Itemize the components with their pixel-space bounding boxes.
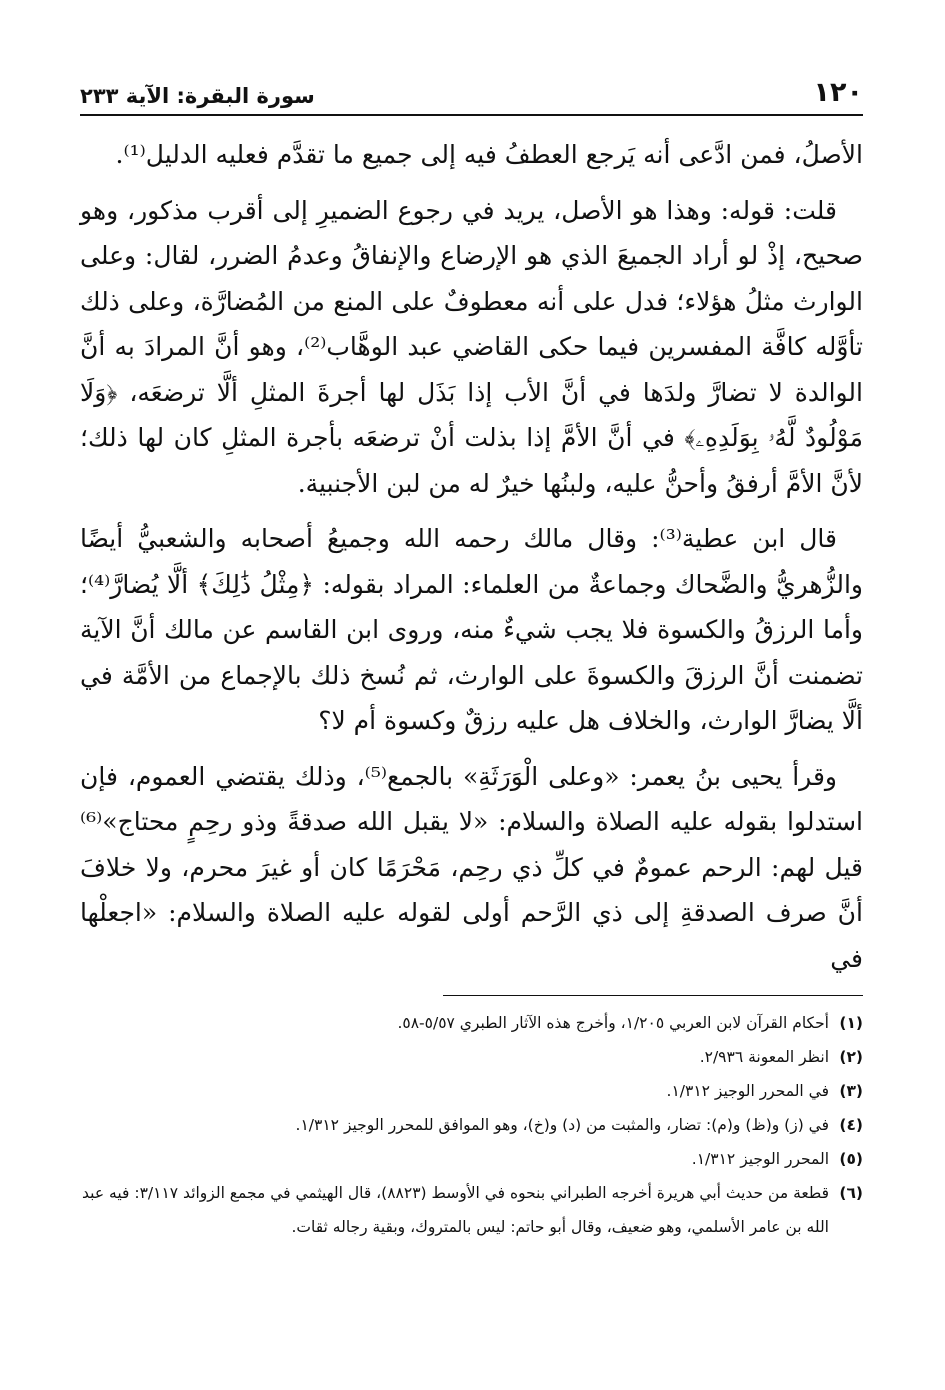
- footnote-item: [80, 1142, 863, 1176]
- footnote-item: [80, 1074, 863, 1108]
- paragraph: قلت: قوله: وهذا هو الأصل، يريد في رجوع الضميرِ إلى أقرب مذكور، وهو صحيح، إذْ لو أراد الجميعَ الذي هو الإرضاع والإنفاقُ وعدمُ الضرر، لقال: وعلى الوارث مثلُ هؤلاء؛ فدل على أنه معطوفٌ على المنع من المُضارَّة، وعلى ذلك تأوَّله كافَّة المفسرين فيما حكى القاضي عبد الوهَّاب⁽²⁾، وهو أنَّ المرادَ به أنَّ الوالدة لا تضارَّ ولدَها في أنَّ الأب إذا بَذَل لها أجرةَ المثلِ ألَّا ترضعَه، ﴿وَلَا مَوْلُودٌ لَّهُۥ بِوَلَدِهِۦ﴾ في أنَّ الأمَّ إذا بذلت أنْ ترضعَه بأجرة المثلِ كان لها ذلك؛ لأنَّ الأمَّ أرفقُ وأحنُّ عليه، ولبنُها خيرٌ له من لبن الأجنبية.: [80, 195, 863, 498]
- footnote-item: [80, 1040, 863, 1074]
- footnote-item: [80, 1006, 863, 1040]
- footnote-text: انظر المعونة ٢/٩٣٦.: [699, 1048, 829, 1066]
- footnote-text: قطعة من حديث أبي هريرة أخرجه الطبراني بنحوه في الأوسط (٨٨٢٣)، قال الهيثمي في مجمع الزوائد ٣/١١٧: فيه عبد الله بن عامر الأسلمي، وهو ضعيف، وقال أبو حاتم: ليس بالمتروك، وبقية رجاله ثقات.: [82, 1184, 829, 1236]
- footnote-text: في (ز) و(ظ) و(م): تضار، والمثبت من (د) و(خ)، وهو الموافق للمحرر الوجيز ١/٣١٢.: [295, 1116, 829, 1134]
- page-number: ١٢٠: [813, 77, 863, 108]
- footnote-number: (٥): [839, 1150, 863, 1168]
- footnote-item: [80, 1176, 863, 1244]
- footnote-number: (٦): [839, 1184, 863, 1202]
- paragraph: وقرأ يحيى بنُ يعمر: «وعلى الْوَرَثَةِ» بالجمع⁽⁵⁾، وذلك يقتضي العموم، فإن استدلوا بقوله عليه الصلاة والسلام: «لا يقبل الله صدقةً وذو رحِمٍ محتاج»⁽⁶⁾ قيل لهم: الرحم عمومٌ في كلِّ ذي رحِم، مَحْرَمًا كان أو غيرَ محرم، ولا خلافَ أنَّ صرف الصدقةِ إلى ذي الرَّحم أولى لقوله عليه الصلاة والسلام: «اجعلْها في: [80, 761, 863, 973]
- footnote-text: أحكام القرآن لابن العربي ١/٢٠٥، وأخرج هذه الآثار الطبري ٥/٥٧-٥٨.: [397, 1014, 829, 1032]
- footnote-text: المحرر الوجيز ١/٣١٢.: [691, 1150, 829, 1168]
- paragraph: الأصلُ، فمن ادَّعى أنه يَرجع العطفُ فيه إلى جميع ما تقدَّم فعليه الدليل⁽¹⁾.: [115, 140, 863, 169]
- footnote-item: [80, 1108, 863, 1142]
- footnotes: [80, 1006, 863, 1244]
- footnote-separator: [443, 995, 863, 996]
- page-header: [80, 70, 863, 108]
- footnote-number: (٢): [839, 1048, 863, 1066]
- footnote-text: في المحرر الوجيز ١/٣١٢.: [666, 1082, 829, 1100]
- footnote-number: (٣): [839, 1082, 863, 1100]
- main-text: [80, 132, 863, 981]
- footnote-number: (١): [839, 1014, 863, 1032]
- footnote-number: (٤): [839, 1116, 863, 1134]
- header-rule: [80, 114, 863, 116]
- running-title: سورة البقرة: الآية ٢٣٣: [80, 84, 315, 108]
- paragraph: قال ابن عطية⁽³⁾: وقال مالك رحمه الله وجميعُ أصحابه والشعبيُّ أيضًا والزُّهريُّ والضَّحاك وجماعةٌ من العلماء: المراد بقوله: ﴿مِثْلُ ذَٰلِكَ﴾ ألَّا يُضارَّ⁽⁴⁾؛ وأما الرزقُ والكسوة فلا يجب شيءٌ منه، وروى ابن القاسم عن مالك أنَّ الآية تضمنت أنَّ الرزقَ والكسوةَ على الوارث، ثم نُسخ ذلك بالإجماع من الأمَّة في ألَّا يضارَّ الوارث، والخلاف هل عليه رزقٌ وكسوة أم لا؟: [80, 524, 863, 735]
